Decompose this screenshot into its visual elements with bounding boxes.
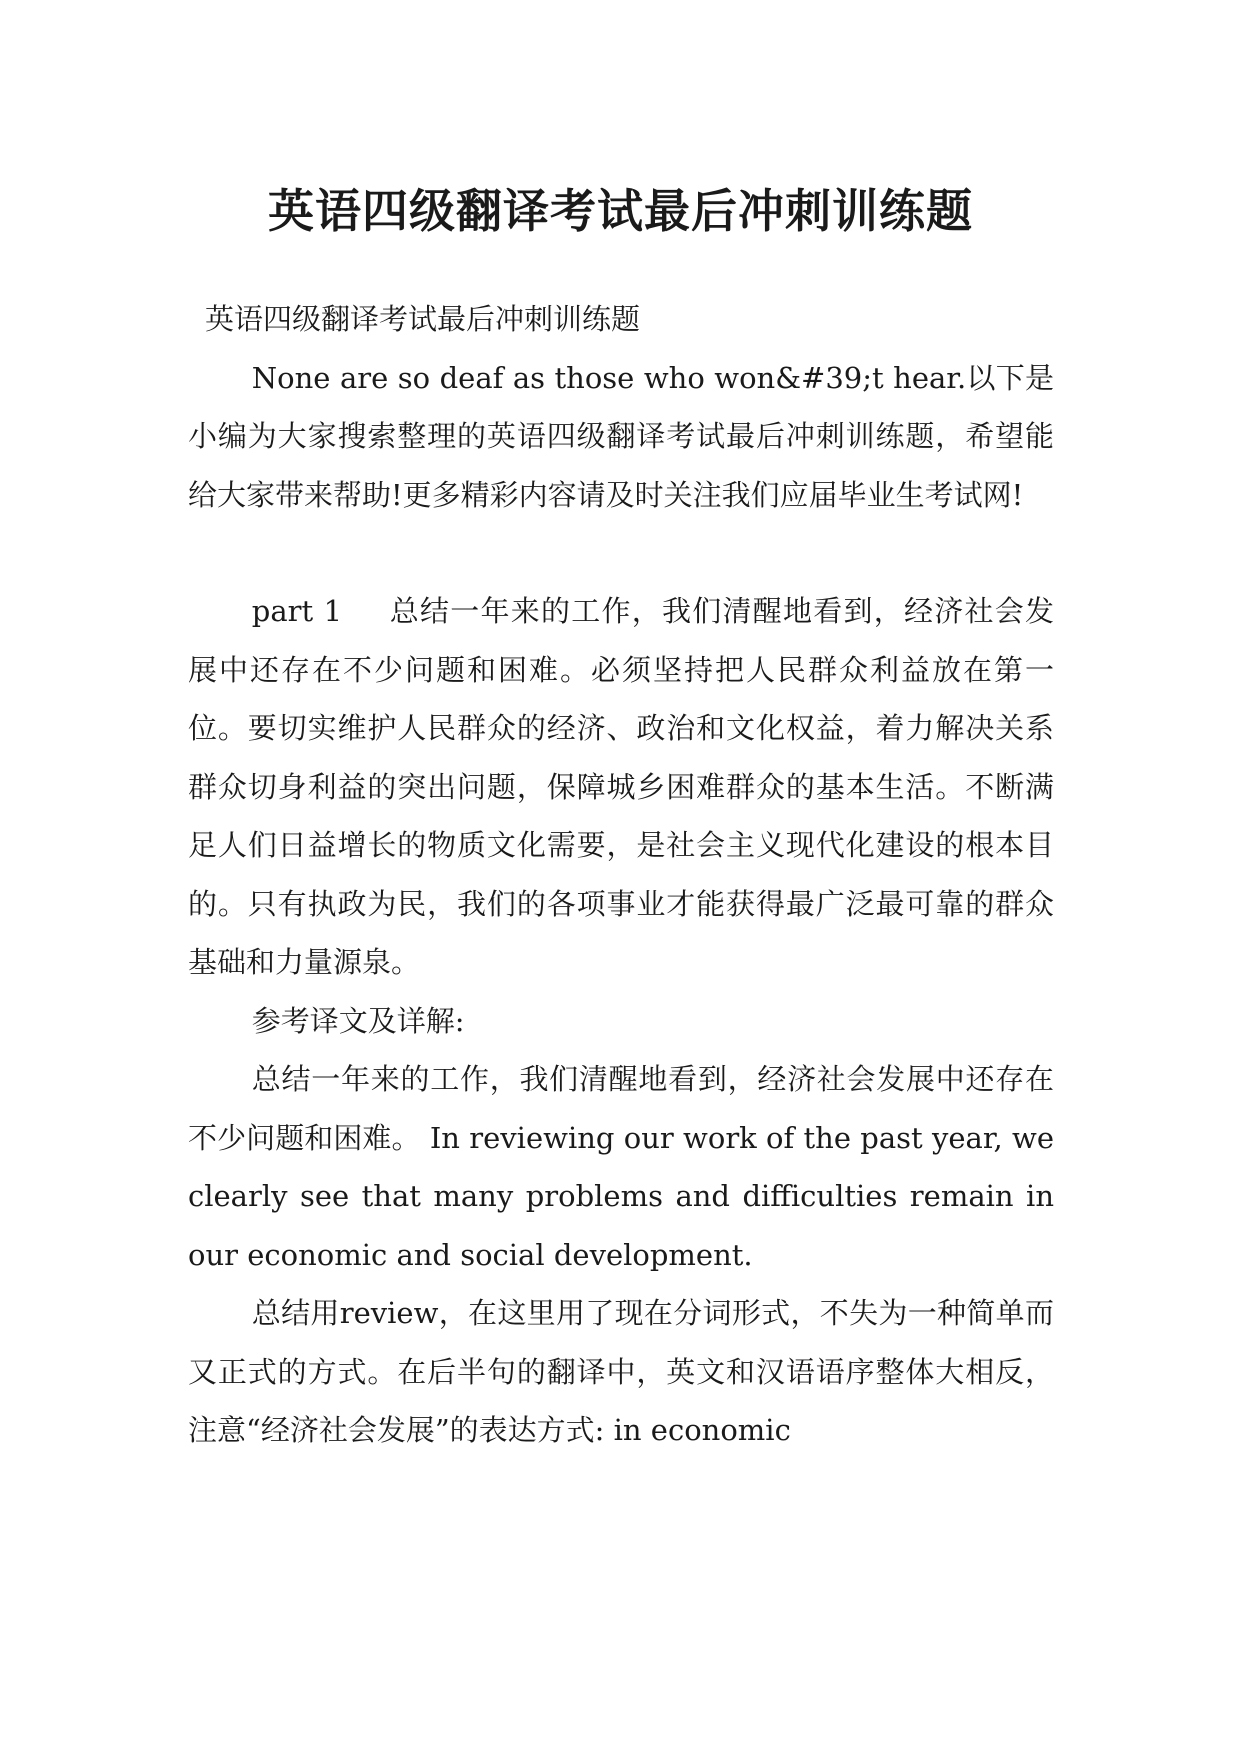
intro-paragraph: None are so deaf as those who won&#39;t hear.以下是小编为大家搜索整理的英语四级翻译考试最后冲刺训练题，希望能给大家带来帮助!更多精彩内容请及时关注我们应届毕业生考试网! (188, 360, 1054, 512)
document-body (188, 290, 1054, 1460)
part1-paragraph (188, 582, 1054, 992)
document-subtitle: 英语四级翻译考试最后冲刺训练题 (205, 302, 641, 336)
explanation-paragraph: 总结用review，在这里用了现在分词形式，不失为一种简单而又正式的方式。在后半句的翻译中，英文和汉语语序整体大相反，注意“经济社会发展”的表达方式: in economic (188, 1296, 1054, 1447)
paragraph-spacer (188, 524, 1054, 582)
translation-paragraph: 总结一年来的工作，我们清醒地看到，经济社会发展中还存在不少问题和困难。 In reviewing our work of the past year, we clearly see that many problems and difficulties remain in our economic and social development. (188, 1062, 1054, 1272)
part1-label: part 1 (251, 594, 343, 628)
part1-text: 总结一年来的工作，我们清醒地看到，经济社会发展中还存在不少问题和困难。必须坚持把人民群众利益放在第一位。要切实维护人民群众的经济、政治和文化权益，着力解决关系群众切身利益的突出问题，保障城乡困难群众的基本生活。不断满足人们日益增长的物质文化需要，是社会主义现代化建设的根本目的。只有执政为民，我们的各项事业才能获得最广泛最可靠的群众基础和力量源泉。 (188, 594, 1054, 979)
document-title: 英语四级翻译考试最后冲刺训练题 (268, 183, 973, 238)
reference-heading: 参考译文及详解: (251, 1003, 465, 1038)
